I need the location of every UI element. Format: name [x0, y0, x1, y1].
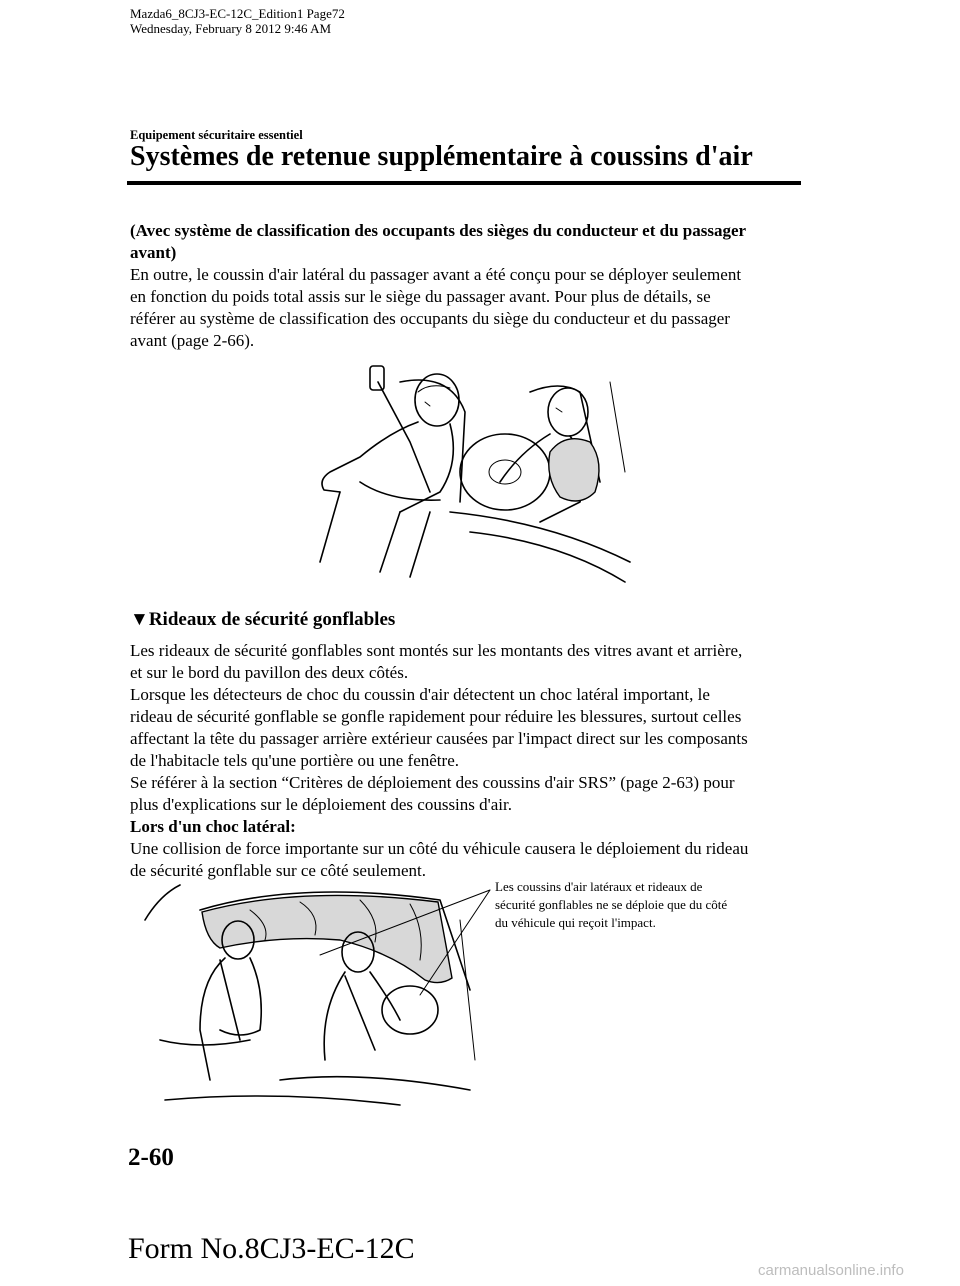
- block1-heading-line-2: avant): [130, 243, 177, 262]
- print-meta-line-2: Wednesday, February 8 2012 9:46 AM: [130, 21, 332, 36]
- headrest: [370, 366, 384, 390]
- rear-passenger-body: [200, 958, 225, 1080]
- block2-line: et sur le bord du pavillon des deux côtés.: [130, 663, 409, 682]
- print-metadata: [130, 6, 345, 36]
- block1-line: référer au système de classification des occupants du siège du conducteur et du passager: [130, 309, 730, 328]
- passenger-head: [548, 388, 588, 436]
- curtain-airbag-block: [130, 640, 810, 882]
- watermark: carmanualsonline.info: [758, 1262, 904, 1279]
- triangle-marker-icon: ▼: [130, 609, 149, 630]
- callout-line: Les coussins d'air latéraux et rideaux de: [495, 879, 703, 894]
- driver-head: [415, 374, 459, 426]
- block2-line: Les rideaux de sécurité gonflables sont montés sur les montants des vitres avant et arrière,: [130, 641, 743, 660]
- callout-leader-lines: [300, 880, 500, 1000]
- page-number: 2-60: [128, 1144, 174, 1171]
- passenger-arm: [500, 434, 550, 482]
- form-number: Form No.8CJ3-EC-12C: [128, 1232, 415, 1265]
- steering-wheel: [460, 434, 550, 510]
- block1-line: en fonction du poids total assis sur le siège du passager avant. Pour plus de détails, se: [130, 287, 711, 306]
- side-airbag-illustration: [300, 362, 640, 584]
- block2-line: Se référer à la section “Critères de déploiement des coussins d'air SRS” (page 2-63) pour: [130, 773, 735, 792]
- block1-line: En outre, le coussin d'air latéral du passager avant a été conçu pour se déployer seulement: [130, 265, 742, 284]
- block2-line: rideau de sécurité gonflable se gonfle rapidement pour réduire les blessures, surtout celles: [130, 707, 742, 726]
- curtain-airbag-heading-text: Rideaux de sécurité gonflables: [148, 609, 396, 630]
- occupant-classification-block: [130, 220, 810, 352]
- block2-line: affectant la tête du passager arrière extérieur causées par l'impact direct sur les composants: [130, 729, 748, 748]
- block2-line: de sécurité gonflable sur ce côté seulement.: [130, 861, 426, 880]
- callout-line: sécurité gonflables ne se déploie que du côté: [495, 897, 728, 912]
- block2-line: de l'habitacle tels qu'une portière ou une fenêtre.: [130, 751, 459, 770]
- seatbelt: [378, 382, 430, 492]
- side-impact-subheading: Lors d'un choc latéral:: [130, 817, 296, 836]
- title-rule: [127, 181, 801, 185]
- section-label: Equipement sécuritaire essentiel: [130, 128, 303, 142]
- block1-heading-line-1: (Avec système de classification des occupants des sièges du conducteur et du passager: [130, 221, 747, 240]
- curtain-airbag-heading: [130, 609, 395, 631]
- driver-arm: [322, 422, 418, 492]
- print-meta-line-1: Mazda6_8CJ3-EC-12C_Edition1 Page72: [130, 6, 345, 21]
- callout-text: [495, 878, 795, 932]
- block1-line: avant (page 2-66).: [130, 331, 255, 350]
- callout-line: du véhicule qui reçoit l'impact.: [495, 915, 656, 930]
- side-airbag: [549, 439, 599, 501]
- block2-line: plus d'explications sur le déploiement des coussins d'air.: [130, 795, 512, 814]
- block2-line: Une collision de force importante sur un côté du véhicule causera le déploiement du rideau: [130, 839, 749, 858]
- block2-line: Lorsque les détecteurs de choc du coussin d'air détectent un choc latéral important, le: [130, 685, 710, 704]
- page-title: Systèmes de retenue supplémentaire à coussins d'air: [130, 141, 753, 172]
